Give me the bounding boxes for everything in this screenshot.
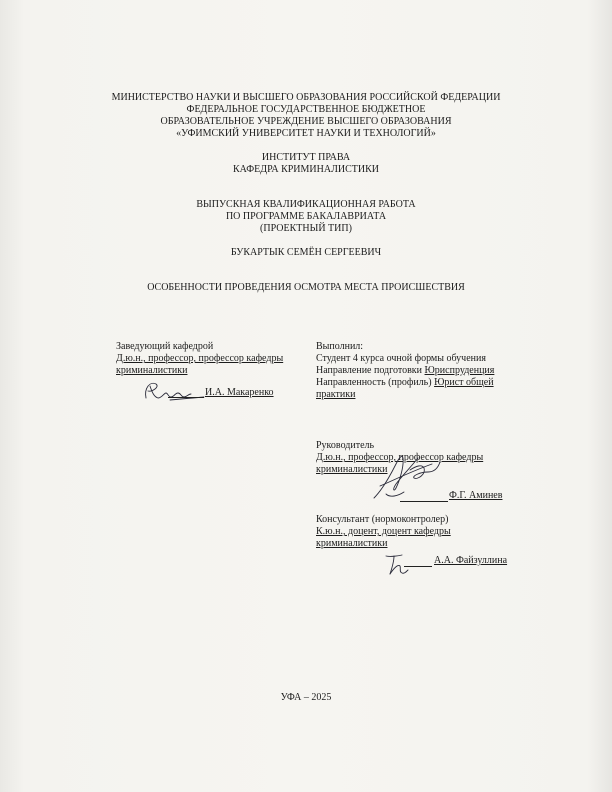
supervisor-signature-line (400, 501, 448, 502)
consultant-name: А.А. Файзуллина (434, 555, 508, 566)
supervisor-position-line-1: Д.ю.н., профессор, профессор кафедры (316, 452, 484, 463)
author-name: БУКАРТЫК СЕМЁН СЕРГЕЕВИЧ (230, 247, 382, 258)
consultant-position-line-2: криминалистики (316, 538, 388, 549)
head-signature (140, 378, 210, 404)
thesis-title: ОСОБЕННОСТИ ПРОВЕДЕНИЯ ОСМОТРА МЕСТА ПРОИСШЕСТВИЯ (147, 282, 465, 293)
head-label: Заведующий кафедрой (116, 341, 214, 352)
ministry-line: МИНИСТЕРСТВО НАУКИ И ВЫСШЕГО ОБРАЗОВАНИЯ РОССИЙСКОЙ ФЕДЕРАЦИИ (111, 92, 501, 103)
head-name: И.А. Макаренко (205, 387, 274, 398)
department-name: КАФЕДРА КРИМИНАЛИСТИКИ (232, 164, 379, 175)
consultant-signature (382, 552, 412, 578)
work-type-line-2: ПО ПРОГРАММЕ БАКАЛАВРИАТА (225, 211, 387, 222)
performer-direction: Направление подготовки Юриспруденция (316, 365, 495, 376)
consultant-signature-line (404, 566, 432, 567)
supervisor-position-line-2: криминалистики (316, 464, 388, 475)
head-position-line-1: Д.ю.н., профессор, профессор кафедры (116, 353, 284, 364)
supervisor-label: Руководитель (316, 440, 375, 451)
head-signature-line (168, 397, 204, 398)
work-type-line-1: ВЫПУСКНАЯ КВАЛИФИКАЦИОННАЯ РАБОТА (196, 199, 416, 210)
performer-label: Выполнил: (316, 341, 364, 352)
supervisor-signature (366, 446, 446, 504)
consultant-label: Консультант (нормоконтролер) (316, 514, 449, 525)
performer-profile-line-2: практики (316, 389, 356, 400)
work-type-line-3: (ПРОЕКТНЫЙ ТИП) (260, 223, 352, 234)
consultant-position-line-1: К.ю.н., доцент, доцент кафедры (316, 526, 451, 537)
institute-name: ИНСТИТУТ ПРАВА (261, 152, 351, 163)
university-name: «УФИМСКИЙ УНИВЕРСИТЕТ НАУКИ И ТЕХНОЛОГИЙ» (176, 128, 436, 139)
supervisor-name: Ф.Г. Аминев (449, 490, 503, 501)
city-year: УФА – 2025 (280, 692, 332, 703)
performer-course: Студент 4 курса очной формы обучения (316, 353, 486, 364)
university-type-line-2: ОБРАЗОВАТЕЛЬНОЕ УЧРЕЖДЕНИЕ ВЫСШЕГО ОБРАЗОВАНИЯ (160, 116, 452, 127)
performer-profile: Направленность (профиль) Юрист общей (316, 377, 494, 388)
university-type-line-1: ФЕДЕРАЛЬНОЕ ГОСУДАРСТВЕННОЕ БЮДЖЕТНОЕ (186, 104, 426, 115)
head-position-line-2: криминалистики (116, 365, 188, 376)
